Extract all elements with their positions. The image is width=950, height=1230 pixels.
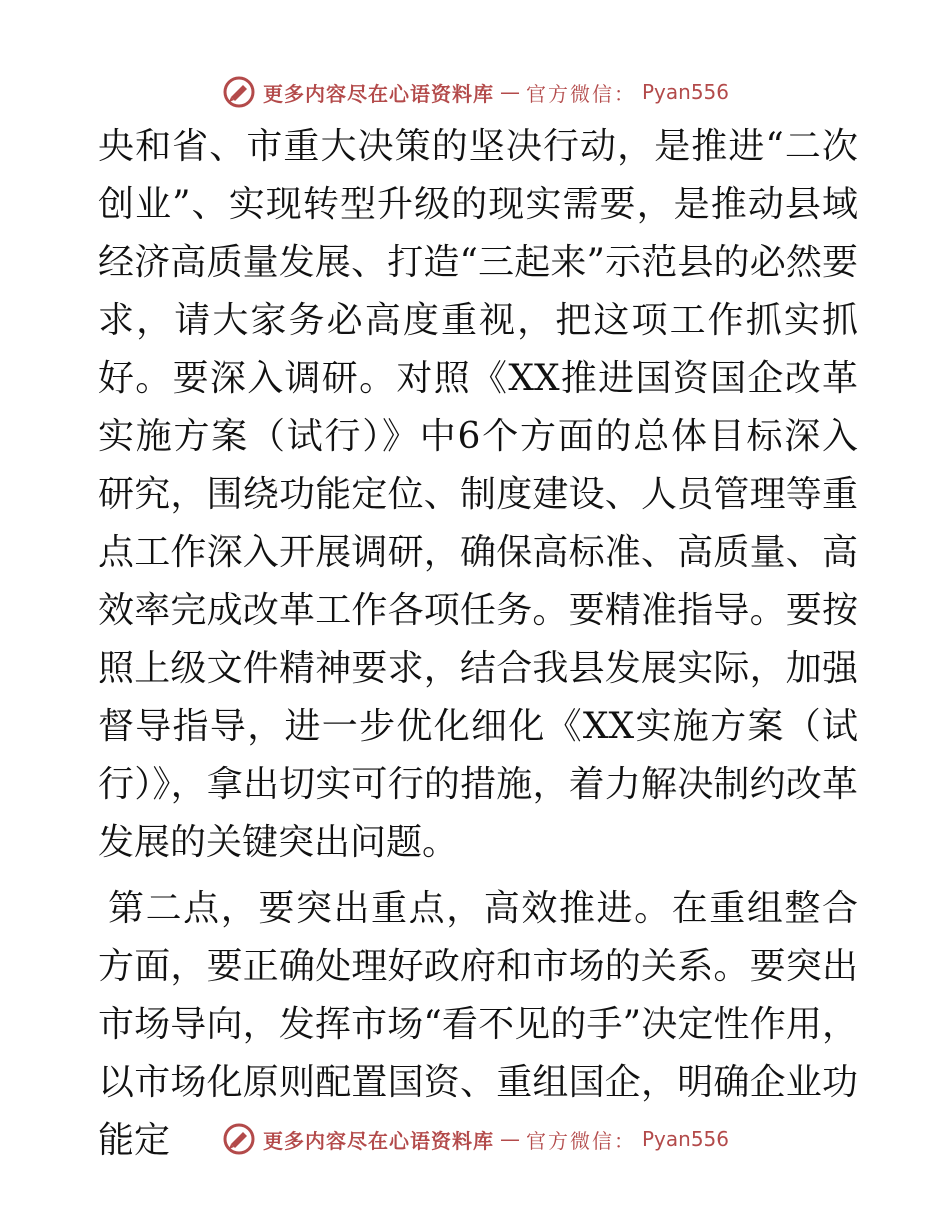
document-body	[98, 118, 858, 1170]
body-paragraph-1: 央和省、市重大决策的坚决行动，是推进“二次创业”、实现转型升级的现实需要，是推动县域经济高质量发展、打造“三起来”示范县的必然要求，请大家务必高度重视，把这项工作抓实抓好。要深入调研。对照《XX推进国资国企改革实施方案（试行）》中6个方面的总体目标深入研究，围绕功能定位、制度建设、人员管理等重点工作深入开展调研，确保高标准、高质量、高效率完成改革工作各项任务。要精准指导。要按照上级文件精神要求，结合我县发展实际，加强督导指导，进一步优化细化《XX实施方案（试行）》，拿出切实可行的措施，着力解决制约改革发展的关键突出问题。	[98, 126, 858, 863]
footer-watermark	[0, 1119, 950, 1159]
body-paragraph-2: 第二点，要突出重点，高效推进。在重组整合方面，要正确处理好政府和市场的关系。要突出市场导向，发挥市场“看不见的手”决定性作用，以市场化原则配置国资、重组国企，明确企业功能定	[98, 888, 858, 1161]
header-wechat-id: Pyan556	[641, 80, 729, 104]
header-watermark	[0, 72, 950, 112]
brand-logo-icon	[221, 74, 257, 110]
brand-logo-icon	[221, 1121, 257, 1157]
header-dash: —	[499, 80, 520, 104]
footer-label: 官方微信：	[525, 1128, 636, 1153]
footer-wechat-id: Pyan556	[641, 1127, 729, 1151]
header-title: 更多内容尽在心语资料库	[262, 81, 494, 106]
footer-title: 更多内容尽在心语资料库	[262, 1128, 494, 1153]
header-label: 官方微信：	[525, 81, 636, 106]
footer-dash: —	[499, 1127, 520, 1151]
